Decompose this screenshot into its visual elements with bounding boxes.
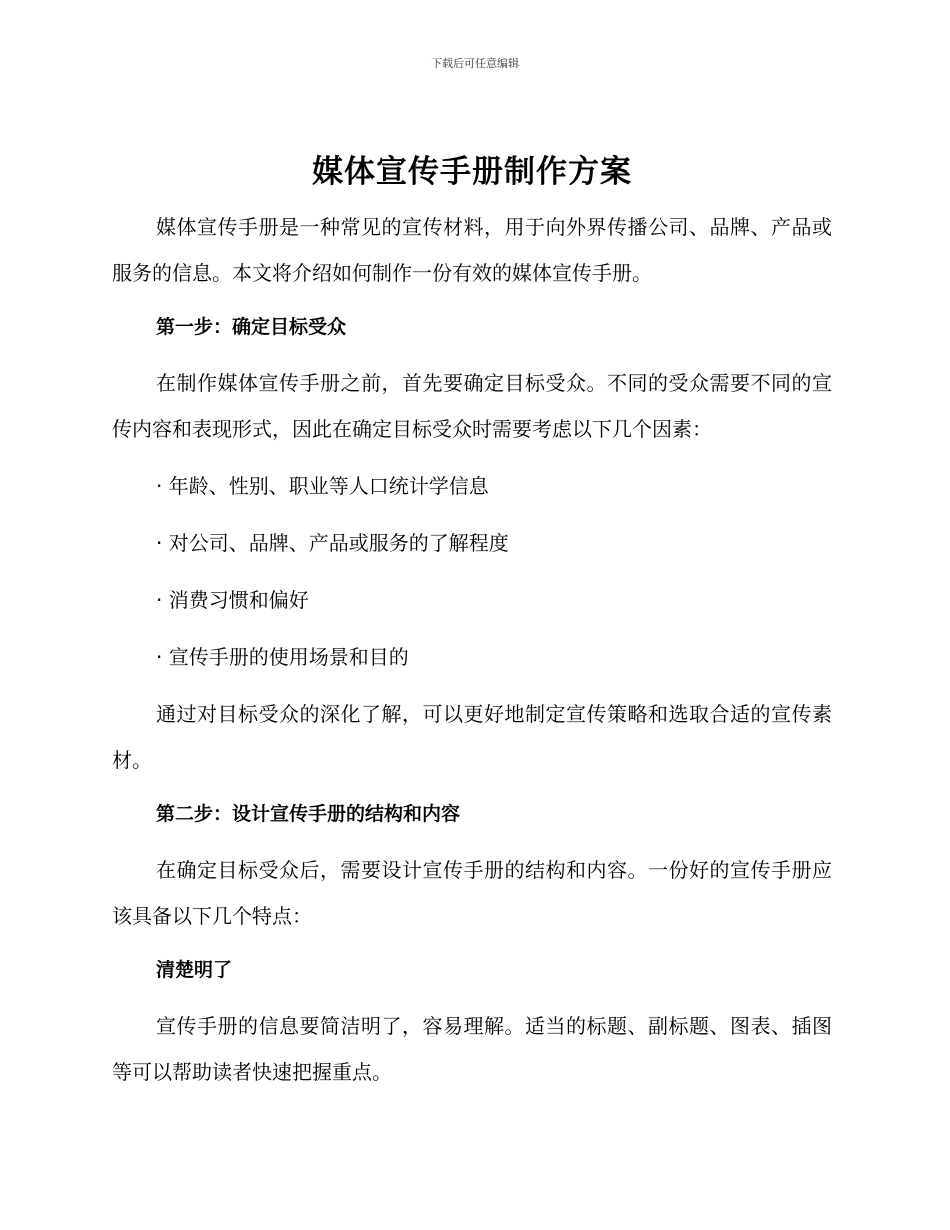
step2-subparagraph: 宣传手册的信息要简洁明了，容易理解。适当的标题、副标题、图表、插图等可以帮助读者快速把握重点。 [112, 1014, 832, 1084]
intro-paragraph: 媒体宣传手册是一种常见的宣传材料，用于向外界传播公司、品牌、产品或服务的信息。本文将介绍如何制作一份有效的媒体宣传手册。 [112, 215, 832, 285]
bullet-item: · 宣传手册的使用场景和目的 [156, 645, 409, 669]
document-body [112, 146, 832, 1095]
step2-heading: 第二步：设计宣传手册的结构和内容 [156, 803, 461, 825]
bullet-item: · 对公司、品牌、产品或服务的了解程度 [156, 531, 509, 555]
bullet-item: · 消费习惯和偏好 [156, 588, 309, 612]
bullet-item: · 年龄、性别、职业等人口统计学信息 [156, 474, 489, 498]
step2-subheading: 清楚明了 [156, 959, 233, 981]
step1-heading: 第一步：确定目标受众 [156, 316, 347, 338]
step2-paragraph: 在确定目标受众后，需要设计宣传手册的结构和内容。一份好的宣传手册应该具备以下几个特点： [112, 858, 832, 928]
step1-paragraph: 在制作媒体宣传手册之前，首先要确定目标受众。不同的受众需要不同的宣传内容和表现形式，因此在确定目标受众时需要考虑以下几个因素： [112, 371, 832, 441]
step1-conclusion: 通过对目标受众的深化了解，可以更好地制定宣传策略和选取合适的宣传素材。 [112, 702, 832, 772]
document-title: 媒体宣传手册制作方案 [312, 154, 632, 190]
header-note: 下载后可任意编辑 [431, 57, 519, 70]
step1-bullet-list [112, 463, 832, 680]
